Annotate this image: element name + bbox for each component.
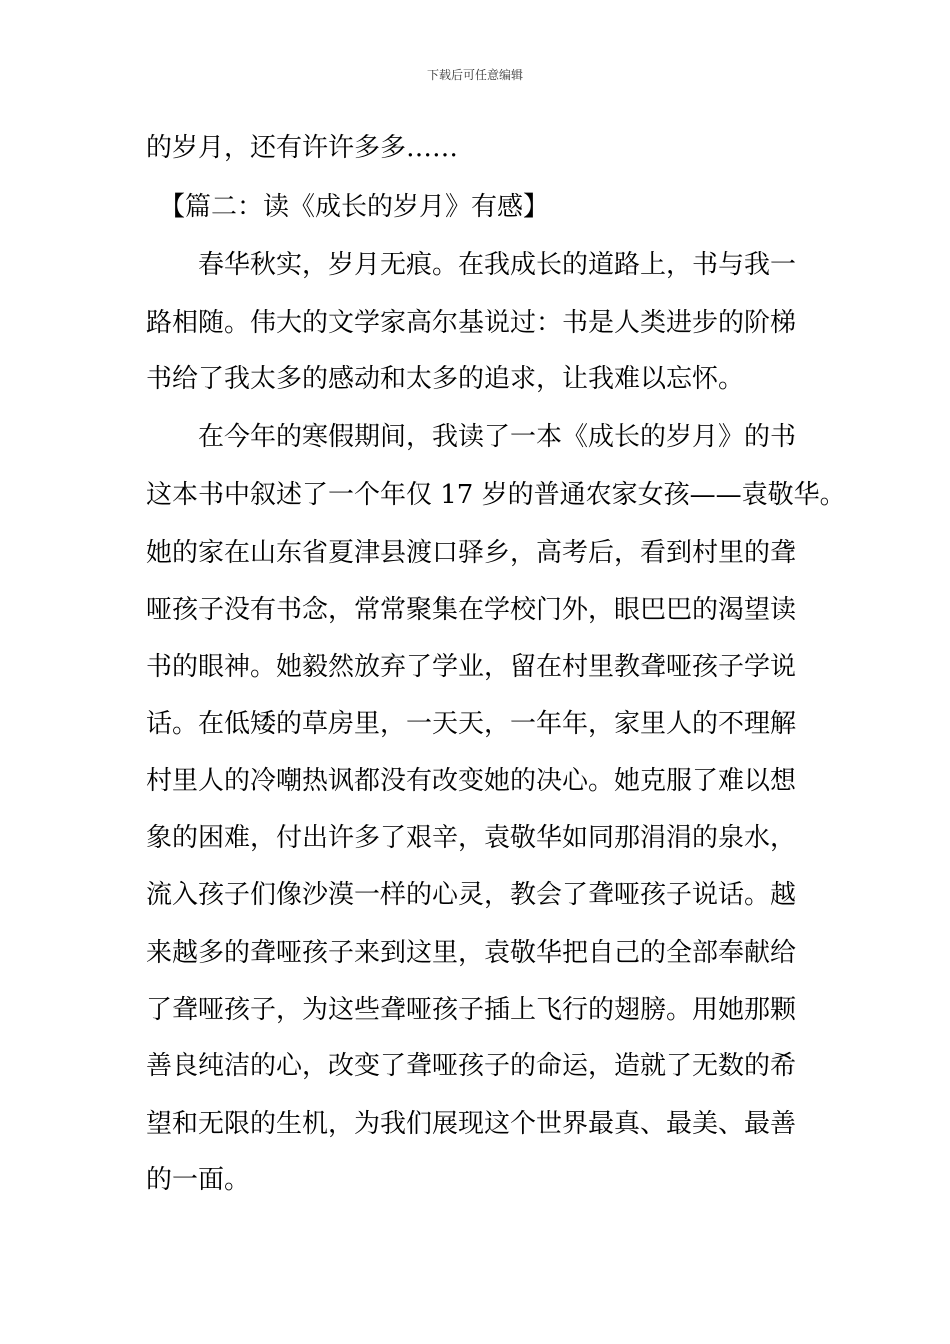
text-line: 村里人的冷嘲热讽都没有改变她的决心。她克服了难以想 <box>146 766 797 796</box>
text-line: 象的困难，付出许多了艰辛，袁敬华如同那涓涓的泉水， <box>146 823 797 853</box>
text-line: 来越多的聋哑孩子来到这里，袁敬华把自己的全部奉献给 <box>146 938 797 968</box>
text-line: 她的家在山东省夏津县渡口驿乡，高考后，看到村里的聋 <box>146 538 797 568</box>
text-line: 路相随。伟大的文学家高尔基说过：书是人类进步的阶梯 <box>146 308 797 338</box>
text-line: 流入孩子们像沙漠一样的心灵，教会了聋哑孩子说话。越 <box>146 880 797 910</box>
text-line: 话。在低矮的草房里，一天天，一年年，家里人的不理解 <box>146 709 797 739</box>
text-line: 书的眼神。她毅然放弃了学业，留在村里教聋哑孩子学说 <box>146 652 797 682</box>
text-line: 这本书中叙述了一个年仅 17 岁的普通农家女孩——袁敬华。 <box>146 480 846 510</box>
text-line: 书给了我太多的感动和太多的追求，让我难以忘怀。 <box>146 364 745 394</box>
page-header-note: 下载后可任意编辑 <box>426 68 523 82</box>
text-line: 了聋哑孩子，为这些聋哑孩子插上飞行的翅膀。用她那颗 <box>146 995 797 1025</box>
text-line: 在今年的寒假期间，我读了一本《成长的岁月》的书 <box>146 422 797 452</box>
text-line: 望和无限的生机，为我们展现这个世界最真、最美、最善 <box>146 1109 797 1139</box>
text-line: 哑孩子没有书念，常常聚集在学校门外，眼巴巴的渴望读 <box>146 595 797 625</box>
text-line: 的一面。 <box>146 1165 251 1195</box>
section-heading: 【篇二：读《成长的岁月》有感】 <box>146 192 550 222</box>
text-line: 春华秋实，岁月无痕。在我成长的道路上，书与我一 <box>146 250 797 280</box>
text-line: 善良纯洁的心，改变了聋哑孩子的命运，造就了无数的希 <box>146 1051 797 1081</box>
text-line: 的岁月，还有许许多多…… <box>146 133 459 163</box>
